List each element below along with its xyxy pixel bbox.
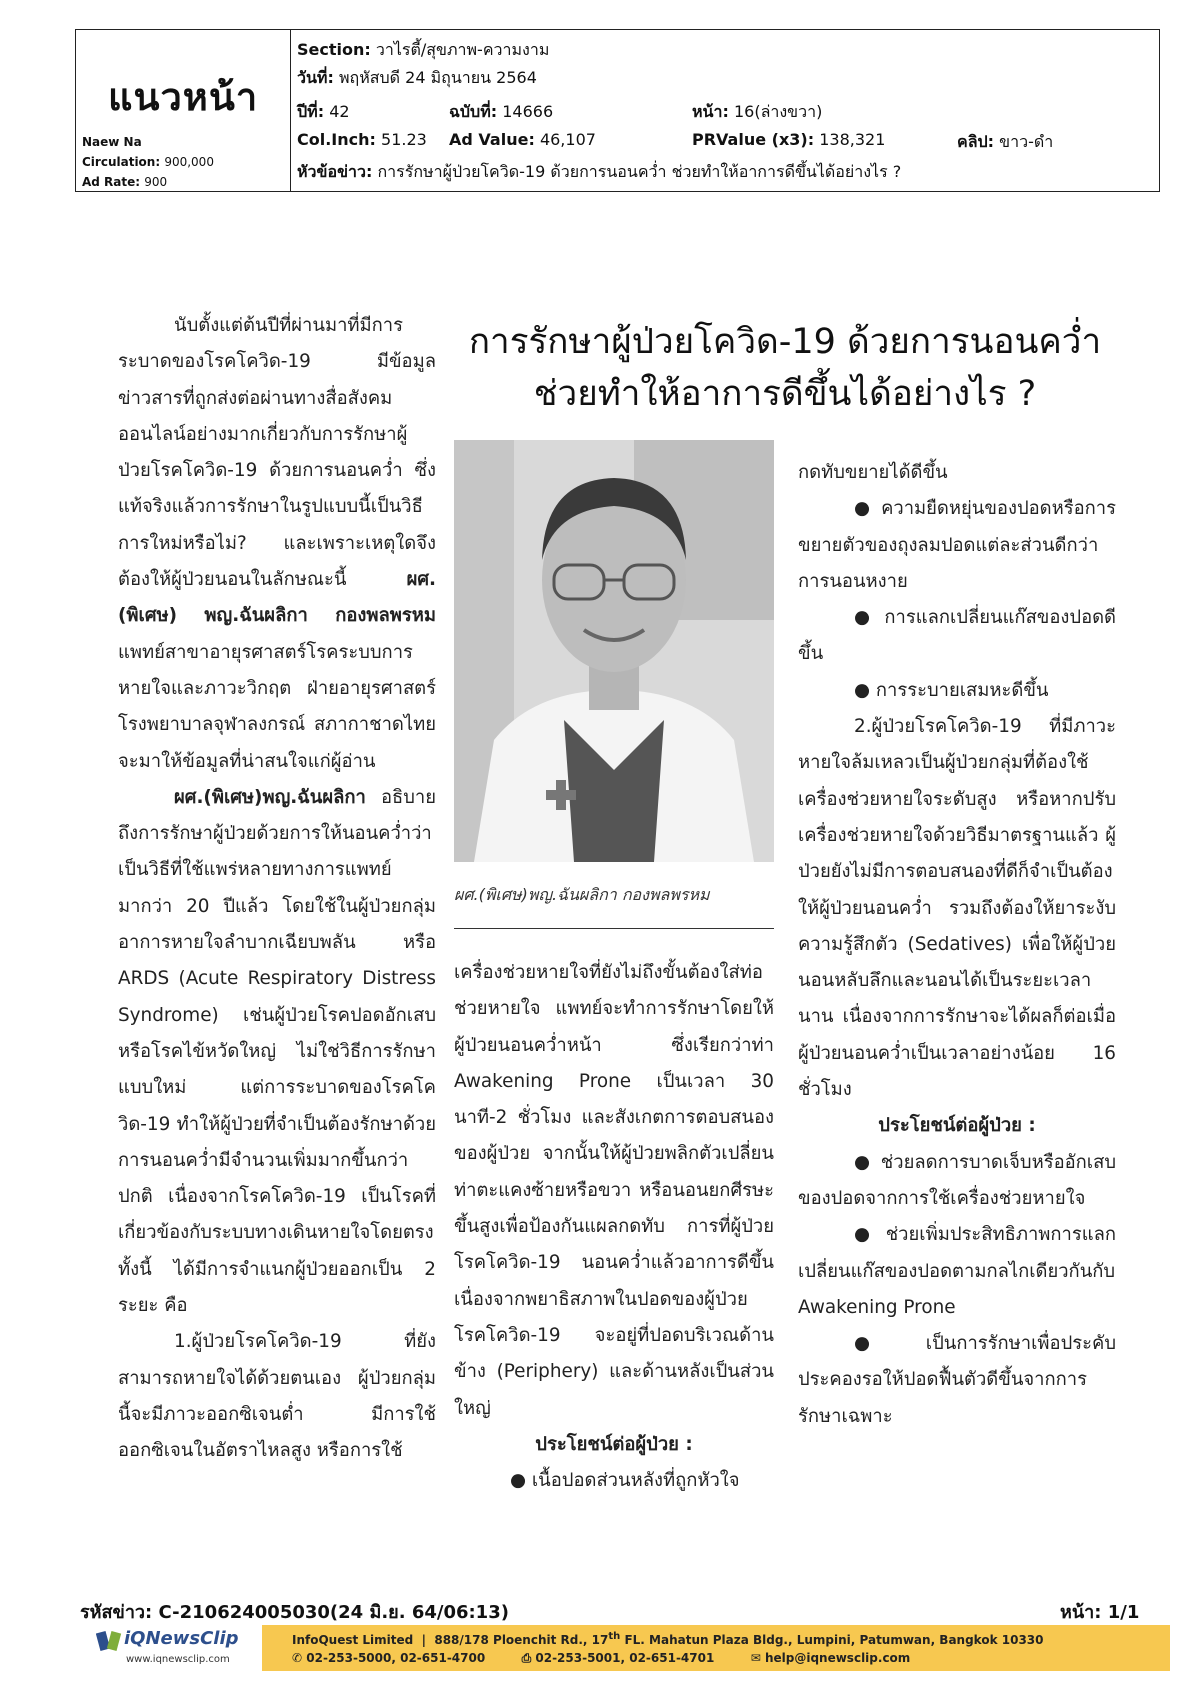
iqnewsclip-logo [96,1626,256,1676]
benefit-item: ● การแลกเปลี่ยนแก๊สของปอดดีขึ้น [798,607,1116,665]
email-address[interactable]: help@iqnewsclip.com [764,1651,911,1665]
circulation: Circulation: 900,000 [82,155,214,169]
article-column-2 [454,955,774,1499]
benefit-item: ● เนื้อปอดส่วนหลังที่ถูกหัวใจ [510,1470,740,1492]
photo-caption: ผศ.(พิเศษ)พญ.ฉันผลิกา กองพลพรหม [454,885,710,904]
intro-paragraph: นับตั้งแต่ต้นปีที่ผ่านมาที่มีการระบาดของโรคโควิด-19 มีข้อมูลข่าวสารที่ถูกส่งต่อผ่านทางสื่อสังคมออนไลน์อย่างมากเกี่ยวกับการรักษาผู้ป่วยโรคโควิด-19 ด้วยการนอนคว่ำ ซึ่งแท้จริงแล้วการรักษาในรูปแบบนี้เป็นวิธีการใหม่หรือไม่? และเพราะเหตุใดจึงต้องให้ผู้ป่วยนอนในลักษณะนี้ ผศ.(พิเศษ) พญ.ฉันผลิกา กองพลพรหม แพทย์สาขาอายุรศาสตร์โรคระบบการหายใจและภาวะวิกฤต ฝ่ายอายุรศาสตร์ โรงพยาบาลจุฬาลงกรณ์ สภากาชาดไทย จะมาให้ข้อมูลที่น่าสนใจแก่ผู้อ่าน [118,315,436,772]
logo-mark-icon [96,1628,122,1654]
portrait-illustration [454,440,774,862]
publication-panel [76,30,291,191]
benefit-item: ● ช่วยเพิ่มประสิทธิภาพการแลกเปลี่ยนแก๊สของปอดตามกลไกเดียวกันกับ Awakening Prone [798,1224,1116,1318]
ad-rate: Ad Rate: 900 [82,175,168,189]
stage-1-continued: เครื่องช่วยหายใจที่ยังไม่ถึงขั้นต้องใส่ท่อช่วยหายใจ แพทย์จะทำการรักษาโดยให้ผู้ป่วยนอนคว่ำหน้า ซึ่งเรียกว่าท่า Awakening Prone เป็นเวลา 30 นาที-2 ชั่วโมง และสังเกตการตอบสนองของผู้ป่วย จากนั้นให้ผู้ป่วยพลิกตัวเปลี่ยนท่าตะแคงซ้ายหรือขวา หรือนอนยกศีรษะขึ้นสูงเพื่อป้องกันแผลกดทับ การที่ผู้ป่วยโรคโควิด-19 นอนคว่ำแล้วอาการดีขึ้นเนื่องจากพยาธิสภาพในปอดของผู้ป่วยโรคโควิด-19 จะอยู่ที่ปอดบริเวณด้านข้าง (Periphery) และด้านหลังเป็นส่วนใหญ่ [454,962,774,1419]
article-column-3 [798,455,1116,1435]
benefit-item: ● ความยืดหยุ่นของปอดหรือการขยายตัวของถุงลมปอดแต่ละส่วนดีกว่าการนอนหงาย [798,498,1116,592]
benefit-item: ● การระบายเสมหะดีขึ้น [854,679,1049,701]
contact-bar [262,1625,1170,1671]
benefit-item: ● เป็นการรักษาเพื่อประคับประคองรอให้ปอดฟื้นตัวดีขึ้นจากการรักษาเฉพาะ [798,1333,1116,1427]
benefits-heading-2: ประโยชน์ต่อผู้ป่วย : [878,1115,1036,1137]
article-title: การรักษาผู้ป่วยโควิด-19 ด้วยการนอนคว่ำ ช่วยทำให้อาการดีขึ้นได้อย่างไร ? [468,322,1102,414]
logo-name: iQNewsClip [124,1628,239,1649]
phone-numbers: 02-253-5000, 02-651-4700 [306,1651,486,1665]
email-icon: ✉ [750,1651,761,1665]
news-id: รหัสข่าว: C-210624005030(24 มิ.ย. 64/06:13) [80,1602,509,1623]
logo-url: www.iqnewsclip.com [126,1654,230,1665]
newspaper-logo: แนวหน้า [108,75,259,119]
doctor-photo [454,440,774,862]
clip-metadata: Section: วาไรตี้/สุขภาพ-ความงาม วันที่: พฤหัสบดี 24 มิถุนายน 2564 ปีที่: 42 ฉบับที่: 14666 หน้า: 16(ล่างขวา) Col.Inch: 51.23 Ad Value: 46,107 PRValue (x3): 138,321 คลิป: ขาว-ดำ หัวข้อข่าว: การรักษาผู้ป่วยโควิด-19 ด้วยการนอนคว่ำ ช่วยทำให้อาการดีขึ้นได้อย่างไร ? [291,30,1159,191]
phone-icon: ✆ [292,1651,303,1665]
company-address: InfoQuest Limited | 888/178 Ploenchit Rd., 17th FL. Mahatun Plaza Bldg., Lumpini, Patumwan, Bangkok 10330 [292,1631,1044,1647]
stage-1-paragraph: 1.ผู้ป่วยโรคโควิด-19 ที่ยังสามารถหายใจได้ด้วยตนเอง ผู้ป่วยกลุ่มนี้จะมีภาวะออกซิเจนต่ำ มีการใช้ออกซิเจนในอัตราไหลสูง หรือการใช้ [118,1331,436,1462]
publication-info [82,132,214,192]
publication-name: Naew Na [82,135,142,149]
benefit-continued: กดทับขยายได้ดีขึ้น [798,462,948,483]
section-row: Section: วาไรตี้/สุขภาพ-ความงาม [297,40,550,59]
headline-row: หัวข้อข่าว: การรักษาผู้ป่วยโควิด-19 ด้วยการนอนคว่ำ ช่วยทำให้อาการดีขึ้นได้อย่างไร ? [297,162,902,181]
fax-numbers: 02-253-5001, 02-651-4701 [535,1651,715,1665]
caption-divider [454,928,774,929]
page-number: หน้า: 1/1 [1060,1602,1140,1623]
clip-header [75,29,1160,192]
benefits-heading-1: ประโยชน์ต่อผู้ป่วย : [535,1433,693,1455]
explanation-paragraph: ผศ.(พิเศษ)พญ.ฉันผลิกา อธิบายถึงการรักษาผู้ป่วยด้วยการให้นอนคว่ำว่าเป็นวิธีที่ใช้แพร่หลายทางการแพทย์มากว่า 20 ปีแล้ว โดยใช้ในผู้ป่วยกลุ่มอาการหายใจลำบากเฉียบพลัน หรือ ARDS (Acute Respiratory Distress Syndrome) เช่นผู้ป่วยโรคปอดอักเสบหรือโรคไข้หวัดใหญ่ ไม่ใช่วิธีการรักษาแบบใหม่ แต่การระบาดของโรคโควิด-19 ทำให้ผู้ป่วยที่จำเป็นต้องรักษาด้วยการนอนคว่ำมีจำนวนเพิ่มมากขึ้นกว่าปกติ เนื่องจากโรคโควิด-19 เป็นโรคที่เกี่ยวข้องกับระบบทางเดินหายใจโดยตรง ทั้งนี้ ได้มีการจำแนกผู้ป่วยออกเป็น 2 ระยะ คือ [118,786,436,1317]
benefit-item: ● ช่วยลดการบาดเจ็บหรืออักเสบของปอดจากการใช้เครื่องช่วยหายใจ [798,1151,1116,1209]
contact-line [292,1651,910,1666]
fax-icon: ⎙ [521,1651,532,1665]
date-row: วันที่: พฤหัสบดี 24 มิถุนายน 2564 [297,68,537,87]
article-column-1 [118,308,436,1470]
stage-2-paragraph: 2.ผู้ป่วยโรคโควิด-19 ที่มีภาวะหายใจล้มเหลวเป็นผู้ป่วยกลุ่มที่ต้องใช้เครื่องช่วยหายใจระดับสูง หรือหากปรับเครื่องช่วยหายใจด้วยวิธีมาตรฐานแล้ว ผู้ป่วยยังไม่มีการตอบสนองที่ดีก็จำเป็นต้องให้ผู้ป่วยนอนคว่ำ รวมถึงต้องให้ยาระงับความรู้สึกตัว (Sedatives) เพื่อให้ผู้ป่วยนอนหลับลึกและนอนได้เป็นระยะเวลานาน เนื่องจากการรักษาจะได้ผลก็ต่อเมื่อผู้ป่วยนอนคว่ำเป็นเวลาอย่างน้อย 16 ชั่วโมง [798,716,1116,1101]
